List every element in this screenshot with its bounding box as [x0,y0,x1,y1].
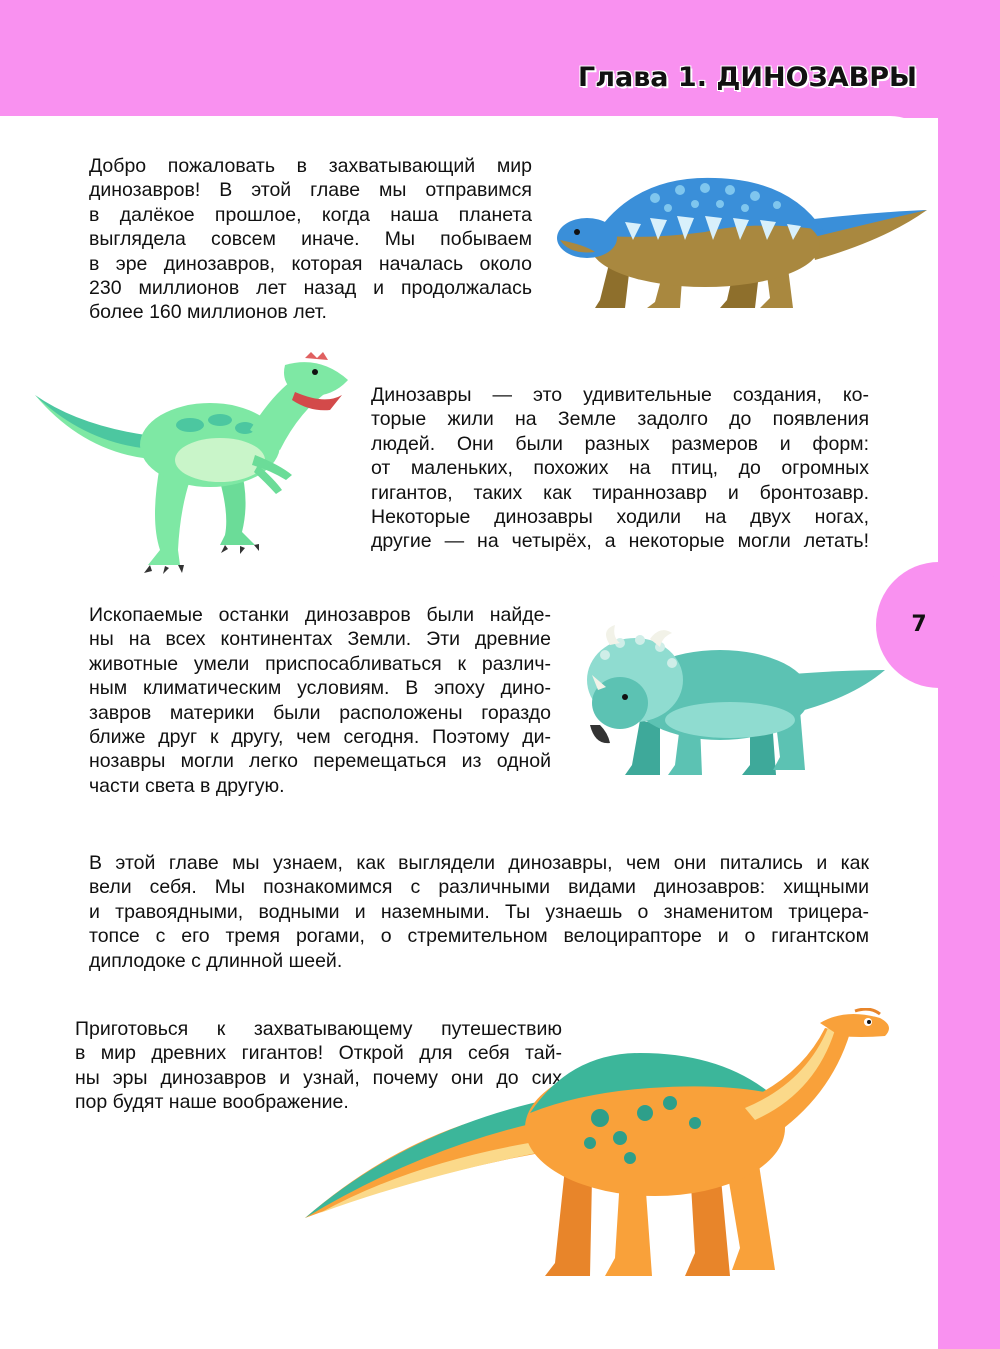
text-line: нозавры могли легко перемещаться из одной [89,750,551,773]
text-line: топсе с его тремя рогами, о стремительном велоцирапторе и о гигантском [89,925,869,948]
text-line: Динозавры — это удивительные создания, ко- [371,384,869,406]
text-line: от маленьких, похожих на птиц, до огромных [371,457,869,480]
text-line: пор будят наше воображение. [75,1091,349,1114]
sauropod-illustration [300,1008,900,1283]
fossils-paragraph [89,603,551,798]
text-line: другие — на четырёх, а некоторые могли летать! [371,530,869,553]
text-line: части света в другую. [89,774,285,797]
ankylosaur-illustration [555,160,935,320]
intro-paragraph [89,154,532,325]
text-line: Приготовься к захватывающему путешествию [75,1018,562,1040]
text-line: людей. Они были разных размеров и форм: [371,432,869,455]
text-line: Некоторые динозавры ходили на двух ногах, [371,505,869,528]
text-line: ны на всех континентах Земли. Эти древние [89,628,551,651]
text-line: ближе друг к другу, чем сегодня. Поэтому ди- [89,725,551,748]
ceratopsian-illustration [580,625,890,785]
text-line: В этой главе мы узнаем, как выглядели динозавры, чем они питались и как [89,852,869,874]
text-line: вели себя. Мы познакомимся с различными видами динозавров: хищными [89,876,869,899]
chapter-plan-paragraph [89,851,869,973]
text-line: в мир древних гигантов! Открой для себя тай- [75,1042,562,1065]
text-line: в далёкое прошлое, когда наша планета [89,203,532,226]
text-line: Ископаемые останки динозавров были найде- [89,604,551,626]
theropod-illustration [30,350,360,575]
text-line: выглядела совсем иначе. Мы побываем [89,228,532,251]
text-line: ны эры динозавров и узнай, почему они до сих [75,1066,562,1089]
text-line: в эре динозавров, которая началась около [89,252,532,275]
text-line: ным климатическим условиям. В эпоху дино- [89,677,551,700]
page-number-tab [876,562,1000,688]
text-line: Добро пожаловать в захватывающий мир [89,155,532,177]
text-line: гигантов, таких как тираннозавр и бронтозавр. [371,481,869,504]
text-line: 230 миллионов лет назад и продолжалась [89,276,532,299]
chapter-title: Глава 1. ДИНОЗАВРЫ [578,62,917,93]
text-line: торые жили на Земле задолго до появления [371,408,869,431]
text-line: завров материки были расположены гораздо [89,701,551,724]
text-line: диплодоке с длинной шеей. [89,949,343,972]
text-line: динозавров! В этой главе мы отправимся [89,179,532,202]
creatures-paragraph [371,383,869,554]
text-line: более 160 миллионов лет. [89,301,327,324]
header-band [0,0,1000,118]
text-line: животные умели приспосабливаться к различ- [89,652,551,675]
page-number: 7 [911,612,927,637]
text-line: и травоядными, водными и наземными. Ты узнаешь о знаменитом трицера- [89,900,869,923]
